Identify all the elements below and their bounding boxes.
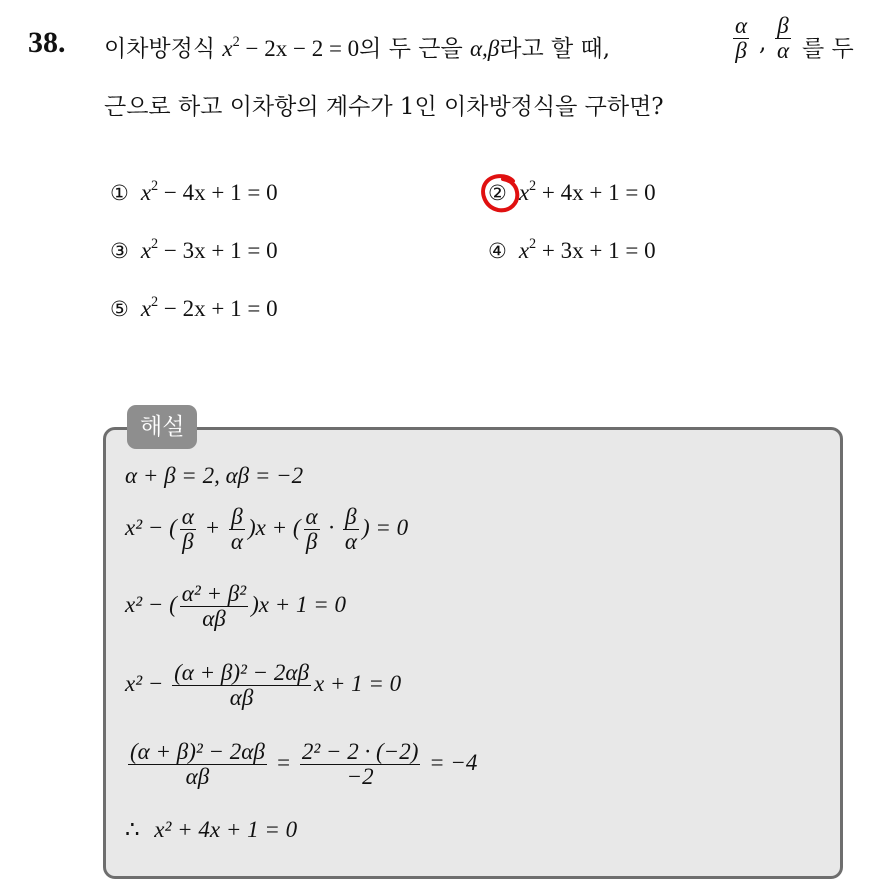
choice-4[interactable] — [488, 238, 656, 264]
solution-line-6 — [125, 817, 297, 843]
fraction-numerator: (α + β)² − 2αβ — [174, 660, 309, 685]
fraction-numerator: (α + β)² − 2αβ — [130, 739, 265, 764]
fraction-denominator: β — [182, 529, 194, 555]
question-line-2: 근으로 하고 이차항의 계수가 1인 이차방정식을 구하면? — [104, 94, 664, 120]
choice-exponent: 2 — [529, 236, 537, 253]
choice-rest: + 3x + 1 = 0 — [536, 238, 656, 263]
fraction-numerator: α — [181, 504, 194, 529]
question-text-after: 라고 할 때, — [499, 36, 611, 62]
fraction-numerator: 2² − 2 · (−2) — [301, 739, 419, 764]
fraction-numerator: α — [305, 504, 318, 529]
expr-part: x² − — [125, 670, 170, 696]
choice-rest: − 3x + 1 = 0 — [158, 238, 278, 263]
choice-1[interactable] — [110, 180, 278, 206]
fraction-denominator: β — [735, 38, 747, 64]
solution-line-4 — [125, 661, 401, 710]
fraction-denominator: −2 — [346, 764, 374, 790]
final-answer: x² + 4x + 1 = 0 — [154, 817, 298, 842]
choice-exponent: 2 — [151, 178, 159, 195]
expr-part: )x + 1 = 0 — [251, 591, 347, 617]
solution-box — [103, 427, 843, 879]
question-number: 38. — [28, 26, 66, 59]
choice-exponent: 2 — [151, 236, 159, 253]
expr-part: = — [269, 749, 297, 775]
fraction-numerator: β — [229, 505, 245, 530]
fraction-beta-over-alpha — [775, 14, 791, 63]
expr-part: + — [198, 514, 226, 540]
equation-exponent: 2 — [232, 34, 240, 51]
fraction-comma: , — [759, 30, 767, 56]
choice-exponent: 2 — [151, 294, 159, 311]
question-text-mid: 의 두 근을 — [359, 36, 463, 62]
fraction-denominator: αβ — [185, 764, 210, 790]
solution-line-3 — [125, 582, 346, 631]
solution-line-2 — [125, 505, 408, 554]
question-text-end: 를 두 — [802, 36, 854, 62]
choice-x: x — [518, 238, 530, 263]
choice-x: x — [140, 238, 152, 263]
expr-part: x² − ( — [125, 514, 177, 540]
expr-part: x + 1 = 0 — [313, 670, 402, 696]
choice-5[interactable] — [110, 296, 278, 322]
choice-number: ⑤ — [110, 297, 129, 321]
fraction-numerator: β — [775, 14, 791, 39]
fraction-denominator: αβ — [229, 685, 254, 711]
fraction-denominator: αβ — [202, 606, 226, 632]
fraction-numerator: α — [735, 13, 748, 38]
choice-x: x — [140, 180, 152, 205]
answer-circle-mark-icon — [479, 172, 521, 214]
expr-part: = −4 — [423, 749, 478, 775]
roots-symbols: α,β — [469, 36, 500, 61]
equation-rest: − 2x − 2 = 0 — [239, 36, 360, 61]
choice-rest: − 4x + 1 = 0 — [158, 180, 278, 205]
fraction-denominator: α — [344, 529, 357, 555]
choice-x: x — [140, 296, 152, 321]
choice-rest: − 2x + 1 = 0 — [158, 296, 278, 321]
choice-rest: + 4x + 1 = 0 — [536, 180, 656, 205]
fraction-denominator: β — [305, 529, 318, 555]
fraction-numerator: α² + β² — [181, 581, 247, 606]
fraction-denominator: α — [777, 38, 790, 64]
choice-number: ④ — [488, 239, 507, 263]
expr-part: ) = 0 — [361, 514, 409, 540]
expr-part: )x + ( — [247, 514, 301, 540]
question-text: 이차방정식 — [104, 36, 216, 62]
expr-part: x² − ( — [125, 591, 177, 617]
choice-3[interactable] — [110, 238, 278, 264]
choice-number: ③ — [110, 239, 129, 263]
therefore-symbol: ∴ — [125, 817, 140, 842]
expr-part: · — [322, 514, 340, 540]
fraction-denominator: α — [230, 529, 243, 555]
fraction-numerator: β — [343, 505, 359, 530]
choice-number: ① — [110, 181, 129, 205]
choice-x: x — [518, 180, 530, 205]
solution-tag: 해설 — [127, 405, 197, 449]
solution-line-1: α + β = 2, αβ = −2 — [125, 463, 304, 488]
fraction-alpha-over-beta — [733, 14, 749, 63]
equation-x: x — [222, 36, 233, 61]
question-line-1 — [104, 30, 610, 63]
choice-number: ② — [488, 181, 507, 205]
solution-line-5 — [125, 740, 477, 789]
choice-exponent: 2 — [529, 178, 537, 195]
